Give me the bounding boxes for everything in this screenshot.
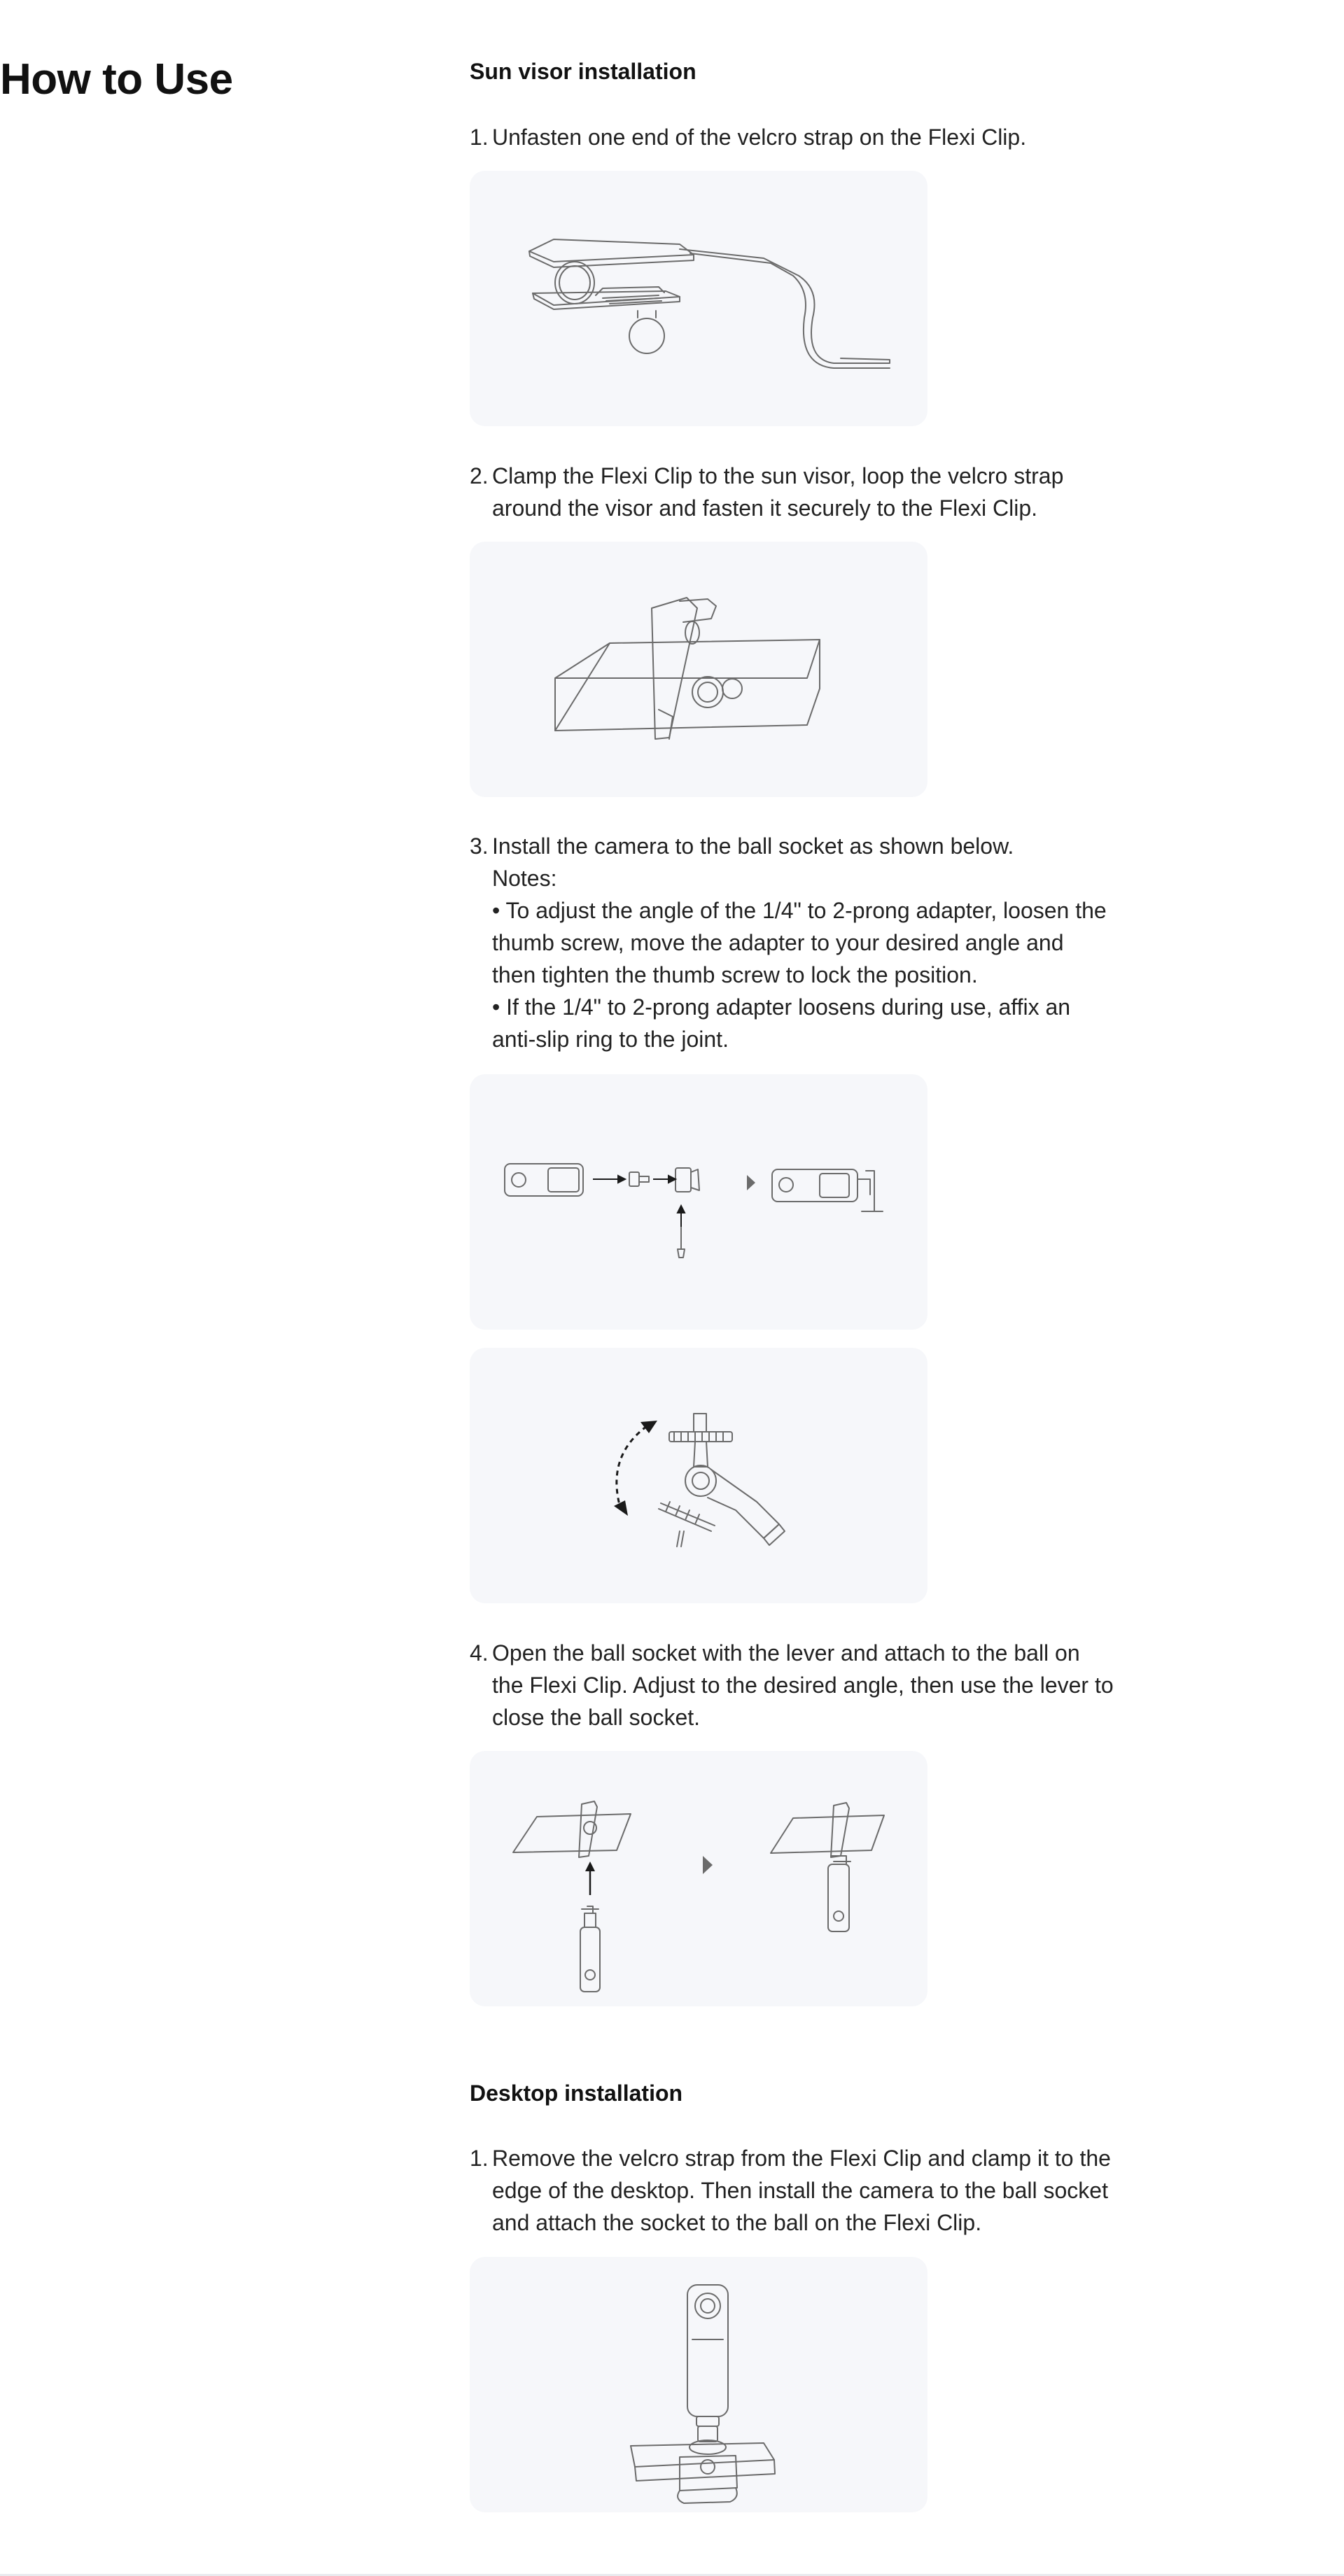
step-text-line: Clamp the Flexi Clip to the sun visor, loop the velcro strap	[492, 463, 1064, 488]
step-text-line: close the ball socket.	[492, 1705, 701, 1730]
figure-clamp-sun-visor	[470, 542, 927, 797]
step-text-line: Unfasten one end of the velcro strap on the Flexi Clip.	[492, 125, 1027, 150]
step-text-line: the Flexi Clip. Adjust to the desired angle, then use the lever to	[492, 1673, 1114, 1698]
step-text-line: and attach the socket to the ball on the Flexi Clip.	[492, 2210, 982, 2235]
page-title: How to Use	[0, 55, 233, 104]
step-number: 1.	[470, 125, 489, 150]
flexi-clip-illustration	[470, 171, 927, 426]
step-text-line: Open the ball socket with the lever and attach to the ball on	[492, 1640, 1080, 1666]
section-title-sun-visor: Sun visor installation	[470, 59, 696, 84]
figure-attach-ball-socket	[470, 1751, 927, 2006]
step-number: 1.	[470, 2146, 489, 2171]
figure-adjust-adapter-angle	[470, 1348, 927, 1603]
sun-visor-step-3	[470, 830, 1114, 1055]
section-title-desktop: Desktop installation	[470, 2081, 683, 2106]
sun-visor-step-4	[470, 1637, 1114, 1733]
step-text-line: around the visor and fasten it securely to the Flexi Clip.	[492, 495, 1038, 521]
sun-visor-clamp-illustration	[470, 542, 927, 797]
step-text-line: thumb screw, move the adapter to your desired angle and	[492, 930, 1064, 955]
desktop-mount-illustration	[470, 2257, 927, 2512]
step-text-line: Notes:	[492, 866, 557, 891]
figure-install-camera-adapter	[470, 1074, 927, 1330]
adapter-angle-illustration	[470, 1348, 927, 1603]
step-text-line: anti-slip ring to the joint.	[492, 1027, 729, 1052]
figure-desktop-installation	[470, 2257, 927, 2512]
desktop-step-1	[470, 2142, 1114, 2239]
step-text-line: • If the 1/4" to 2-prong adapter loosens during use, affix an	[492, 994, 1071, 1020]
step-number: 2.	[470, 463, 489, 488]
step-text-line: then tighten the thumb screw to lock the position.	[492, 962, 978, 987]
sun-visor-step-1	[470, 121, 1114, 153]
camera-adapter-illustration	[470, 1074, 927, 1330]
sun-visor-step-2	[470, 460, 1114, 524]
step-text-line: • To adjust the angle of the 1/4" to 2-prong adapter, loosen the	[492, 898, 1107, 923]
step-number: 3.	[470, 833, 489, 859]
step-number: 4.	[470, 1640, 489, 1666]
figure-flexi-clip-strap	[470, 171, 927, 426]
step-text-line: edge of the desktop. Then install the camera to the ball socket	[492, 2178, 1108, 2203]
step-text-line: Install the camera to the ball socket as shown below.	[492, 833, 1014, 859]
step-text-line: Remove the velcro strap from the Flexi Clip and clamp it to the	[492, 2146, 1111, 2171]
ball-socket-illustration	[470, 1751, 927, 2006]
